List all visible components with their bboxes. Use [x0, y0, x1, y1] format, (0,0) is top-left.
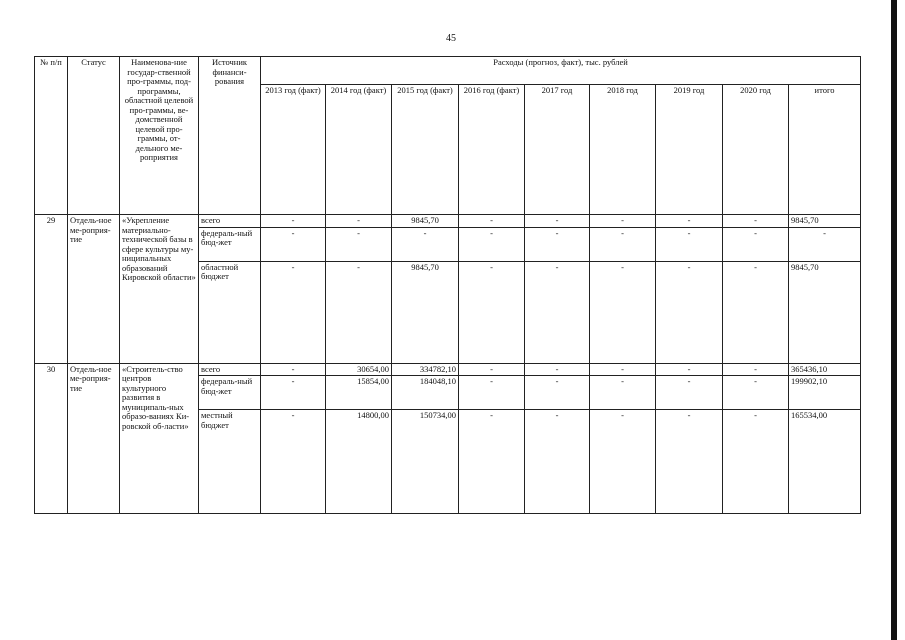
value-cell: - [656, 261, 723, 363]
value-cell: - [459, 410, 525, 514]
value-cell: 15854,00 [326, 376, 392, 410]
value-cell: - [326, 227, 392, 261]
value-cell: - [723, 215, 789, 228]
value-cell: 30654,00 [326, 363, 392, 376]
value-cell: 165534,00 [789, 410, 861, 514]
row-source: местный бюджет [199, 410, 261, 514]
header-status: Статус [68, 57, 120, 215]
value-cell: - [261, 363, 326, 376]
value-cell: 365436,10 [789, 363, 861, 376]
value-cell: - [326, 261, 392, 363]
header-source: Источник финанси-рования [199, 57, 261, 215]
value-cell: - [392, 227, 459, 261]
value-cell: - [326, 215, 392, 228]
value-cell: - [656, 410, 723, 514]
value-cell: 14800,00 [326, 410, 392, 514]
value-cell: - [656, 363, 723, 376]
value-cell: - [261, 227, 326, 261]
value-cell: - [261, 410, 326, 514]
value-cell: - [656, 376, 723, 410]
header-year: 2019 год [656, 85, 723, 215]
value-cell: - [525, 215, 590, 228]
value-cell: - [261, 261, 326, 363]
row-source: всего [199, 363, 261, 376]
value-cell: - [525, 376, 590, 410]
value-cell: 199902,10 [789, 376, 861, 410]
value-cell: 9845,70 [392, 261, 459, 363]
page-edge-bar [891, 0, 897, 640]
value-cell: - [590, 363, 656, 376]
value-cell: - [459, 363, 525, 376]
value-cell: - [656, 227, 723, 261]
row-num: 29 [35, 215, 68, 364]
value-cell: 184048,10 [392, 376, 459, 410]
row-source: федераль-ный бюд-жет [199, 227, 261, 261]
value-cell: - [459, 227, 525, 261]
row-name: «Укрепление материально-технической базы в сфере культуры му-ниципальных образований Кировской области» [120, 215, 199, 364]
value-cell: - [656, 215, 723, 228]
value-cell: - [525, 363, 590, 376]
row-source: федераль-ный бюд-жет [199, 376, 261, 410]
value-cell: - [459, 376, 525, 410]
value-cell: 150734,00 [392, 410, 459, 514]
value-cell: - [590, 227, 656, 261]
expenses-table [34, 56, 861, 514]
header-year: 2014 год (факт) [326, 85, 392, 215]
header-year: 2013 год (факт) [261, 85, 326, 215]
header-total: итого [789, 85, 861, 215]
row-status: Отдель-ное ме-роприя-тие [68, 363, 120, 514]
value-cell: - [261, 215, 326, 228]
row-status: Отдель-ное ме-роприя-тие [68, 215, 120, 364]
value-cell: - [525, 261, 590, 363]
value-cell: 9845,70 [392, 215, 459, 228]
header-name: Наименова-ние государ-ственной про-граммы, под-программы, областной целевой про-граммы, ве-домственной целевой про-граммы, от-дельного ме-роприятия [120, 57, 199, 215]
header-year: 2020 год [723, 85, 789, 215]
value-cell: - [525, 410, 590, 514]
header-expenses: Расходы (прогноз, факт), тыс. рублей [261, 57, 861, 85]
value-cell: - [459, 261, 525, 363]
header-year: 2017 год [525, 85, 590, 215]
row-source: всего [199, 215, 261, 228]
value-cell: - [261, 376, 326, 410]
value-cell: 334782,10 [392, 363, 459, 376]
header-num: № п/п [35, 57, 68, 215]
value-cell: - [789, 227, 861, 261]
value-cell: - [723, 261, 789, 363]
value-cell: - [590, 410, 656, 514]
table-row [35, 363, 861, 376]
header-year: 2018 год [590, 85, 656, 215]
value-cell: - [723, 363, 789, 376]
header-year: 2016 год (факт) [459, 85, 525, 215]
value-cell: - [590, 376, 656, 410]
value-cell: - [723, 376, 789, 410]
table-row [35, 215, 861, 228]
page-number: 45 [446, 33, 456, 44]
value-cell: - [590, 261, 656, 363]
value-cell: 9845,70 [789, 215, 861, 228]
value-cell: 9845,70 [789, 261, 861, 363]
value-cell: - [590, 215, 656, 228]
value-cell: - [723, 227, 789, 261]
row-num: 30 [35, 363, 68, 514]
value-cell: - [459, 215, 525, 228]
value-cell: - [525, 227, 590, 261]
value-cell: - [723, 410, 789, 514]
header-year: 2015 год (факт) [392, 85, 459, 215]
row-source: областной бюджет [199, 261, 261, 363]
row-name: «Строитель-ство центров культурного развития в муниципаль-ных образо-ваниях Ки-ровской об-ласти» [120, 363, 199, 514]
